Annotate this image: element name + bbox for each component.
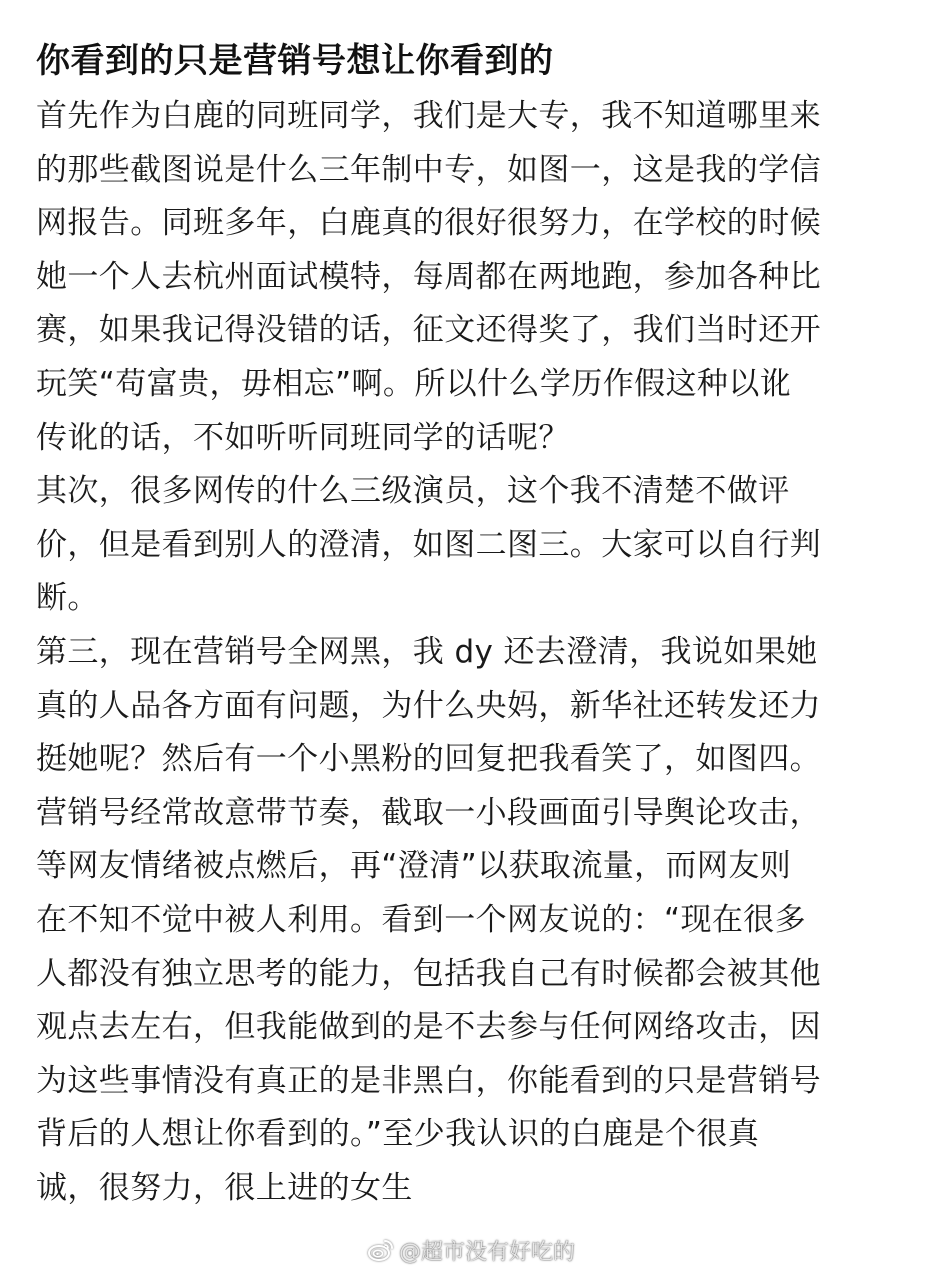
body-line: 网报告。同班多年，白鹿真的很好很努力，在学校的时候	[36, 205, 821, 242]
body-line: 赛，如果我记得没错的话，征文还得奖了，我们当时还开	[36, 312, 821, 349]
body-line: 她一个人去杭州面试模特，每周都在两地跑，参加各种比	[36, 258, 821, 295]
body-line: 为这些事情没有真正的是非黑白，你能看到的只是营销号	[36, 1062, 821, 1099]
body-line: 价，但是看到别人的澄清，如图二图三。大家可以自行判	[36, 526, 821, 563]
body-line: 诚，很努力，很上进的女生	[36, 1169, 413, 1206]
weibo-watermark	[367, 1233, 575, 1267]
weibo-logo-icon	[367, 1236, 395, 1264]
body-line: 其次，很多网传的什么三级演员，这个我不清楚不做评	[36, 473, 790, 510]
body-line: 营销号经常故意带节奏，截取一小段画面引导舆论攻击，	[36, 794, 821, 831]
body-line: 背后的人想让你看到的。”至少我认识的白鹿是个很真	[36, 1116, 760, 1153]
body-line: 第三，现在营销号全网黑，我 dy 还去澄清，我说如果她	[36, 633, 818, 670]
body-line: 人都没有独立思考的能力，包括我自己有时候都会被其他	[36, 955, 821, 992]
body-line: 的那些截图说是什么三年制中专，如图一，这是我的学信	[36, 151, 821, 188]
body-line: 首先作为白鹿的同班同学，我们是大专，我不知道哪里来	[36, 98, 821, 134]
post-body	[36, 90, 893, 1215]
watermark-text: @超市没有好吃的	[399, 1239, 576, 1265]
body-line: 等网友情绪被点燃后，再“澄清”以获取流量，而网友则	[36, 848, 792, 885]
body-line: 传讹的话，不如听听同班同学的话呢？	[36, 419, 570, 456]
body-line: 观点去左右，但我能做到的是不去参与任何网络攻击，因	[36, 1009, 821, 1046]
body-line: 玩笑“苟富贵，毋相忘”啊。所以什么学历作假这种以讹	[36, 365, 792, 402]
post-title: 你看到的只是营销号想让你看到的	[36, 41, 554, 81]
body-line: 真的人品各方面有问题，为什么央妈，新华社还转发还力	[36, 687, 821, 724]
body-line: 断。	[36, 580, 99, 617]
body-line: 在不知不觉中被人利用。看到一个网友说的：“现在很多	[36, 901, 807, 938]
body-line: 挺她呢？然后有一个小黑粉的回复把我看笑了，如图四。	[36, 741, 821, 778]
